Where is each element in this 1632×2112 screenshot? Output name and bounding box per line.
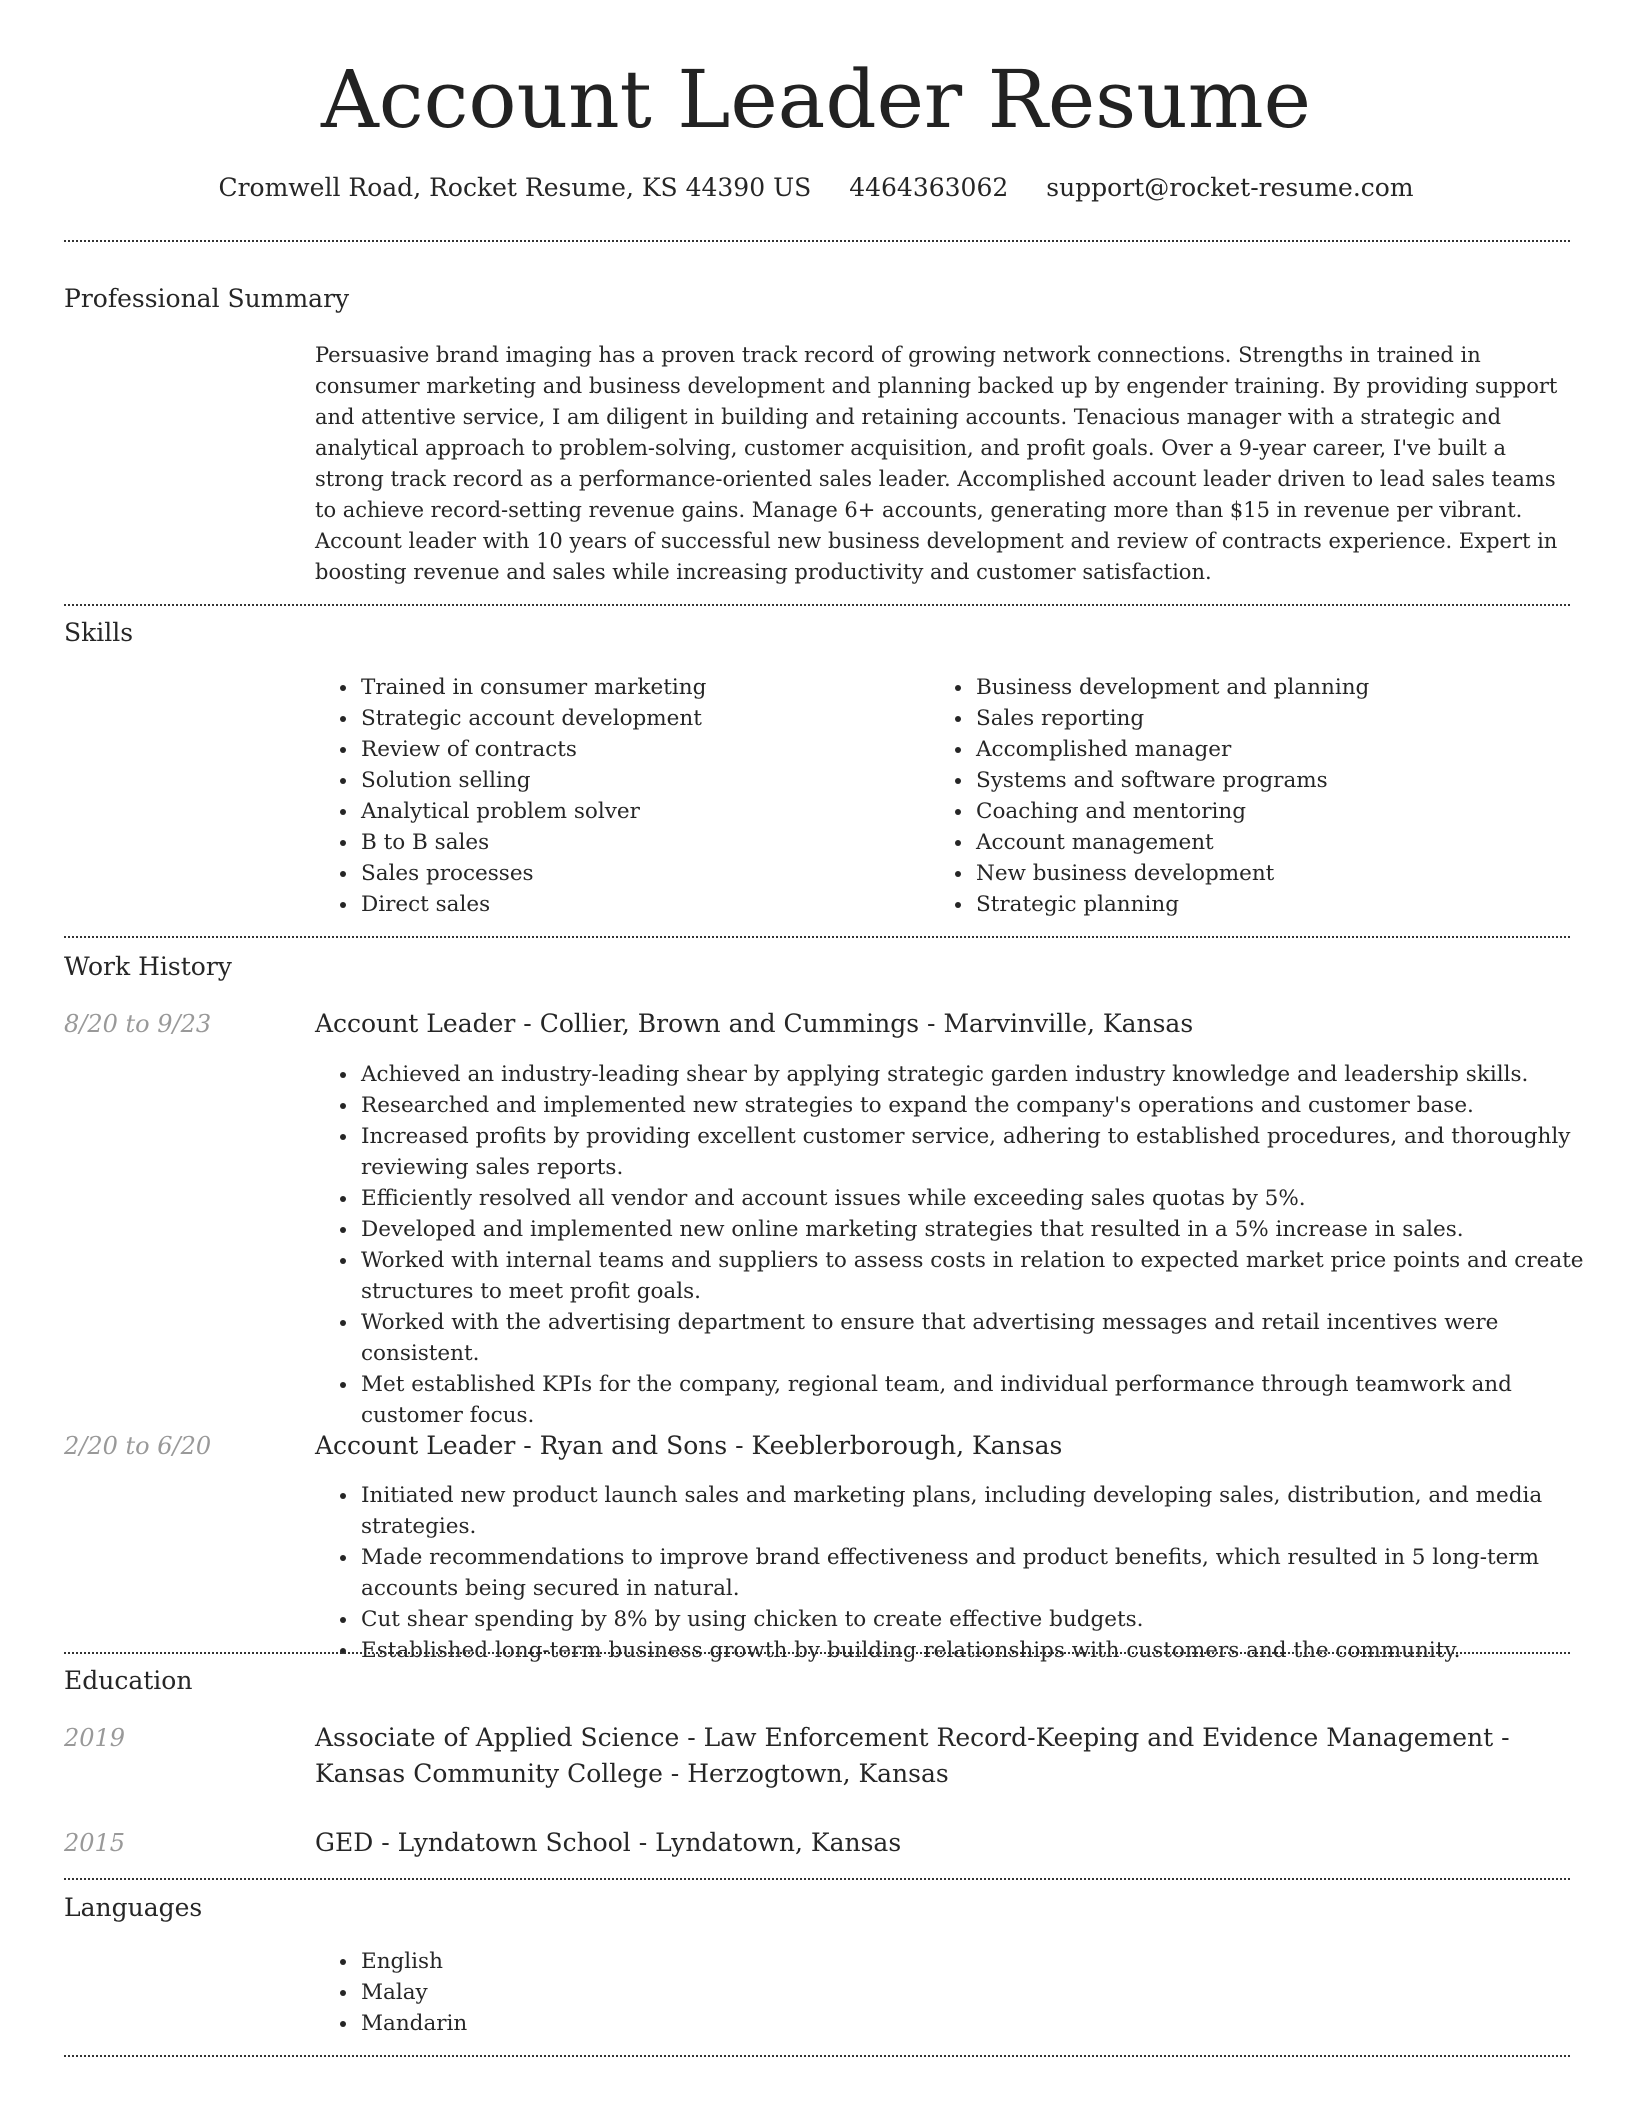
- skills-list-right: [930, 672, 1614, 920]
- education-year: 2019: [64, 1724, 126, 1752]
- skill-item: • Trained in consumer marketing: [359, 672, 919, 703]
- education-heading: Education: [64, 1666, 193, 1695]
- divider: [64, 936, 1570, 938]
- skill-item: • B to B sales: [359, 827, 919, 858]
- job-title: Account Leader - Ryan and Sons - Keeblerborough, Kansas: [315, 1431, 1063, 1460]
- job-bullets: [315, 1059, 1614, 1431]
- skill-item: • New business development: [974, 858, 1614, 889]
- job-bullet: • Efficiently resolved all vendor and account issues while exceeding sales quotas by 5%.: [359, 1183, 1614, 1214]
- language-item: • Mandarin: [359, 2008, 1614, 2039]
- resume-title: Account Leader Resume: [321, 53, 1311, 146]
- language-item: • English: [359, 1946, 1614, 1977]
- education-title: GED - Lyndatown School - Lyndatown, Kansas: [315, 1828, 902, 1857]
- divider: [64, 604, 1570, 606]
- job-bullet: • Established long-term business growth by building relationships with customers and the community.: [359, 1635, 1614, 1666]
- education-year: 2015: [64, 1829, 126, 1857]
- skill-item: • Systems and software programs: [974, 765, 1614, 796]
- skill-item: • Strategic account development: [359, 703, 919, 734]
- skill-item: • Coaching and mentoring: [974, 796, 1614, 827]
- job-dates: 8/20 to 9/23: [64, 1010, 212, 1038]
- divider: [64, 1878, 1570, 1880]
- languages-list: [315, 1946, 1614, 2039]
- skill-item: • Strategic planning: [974, 889, 1614, 920]
- skill-item: • Direct sales: [359, 889, 919, 920]
- contact-email: support@rocket-resume.com: [1046, 173, 1414, 202]
- languages-heading: Languages: [64, 1893, 203, 1922]
- job-bullet: • Researched and implemented new strategies to expand the company's operations and customer base.: [359, 1090, 1614, 1121]
- work-heading: Work History: [64, 952, 232, 981]
- job-bullet: • Met established KPIs for the company, regional team, and individual performance through teamwork and customer focus.: [359, 1369, 1614, 1431]
- divider: [64, 2055, 1570, 2057]
- job-title: Account Leader - Collier, Brown and Cummings - Marvinville, Kansas: [315, 1009, 1194, 1038]
- skill-item: • Analytical problem solver: [359, 796, 919, 827]
- skills-list-left: [315, 672, 919, 920]
- skill-item: • Sales processes: [359, 858, 919, 889]
- job-bullet: • Cut shear spending by 8% by using chicken to create effective budgets.: [359, 1604, 1614, 1635]
- contact-phone: 4464363062: [849, 173, 1009, 202]
- divider: [64, 240, 1570, 242]
- skill-item: • Review of contracts: [359, 734, 919, 765]
- job-bullets: [315, 1480, 1614, 1666]
- skill-item: • Sales reporting: [974, 703, 1614, 734]
- job-bullet: • Developed and implemented new online marketing strategies that resulted in a 5% increase in sales.: [359, 1214, 1614, 1245]
- job-bullet: • Made recommendations to improve brand effectiveness and product benefits, which resulted in 5 long-term accounts being secured in natural.: [359, 1542, 1614, 1604]
- divider: [64, 1652, 1570, 1654]
- summary-text: Persuasive brand imaging has a proven track record of growing network connections. Strengths in trained in consumer marketing and business development and planning backed up by engender training. By providing support and attentive service, I am diligent in building and retaining accounts. Tenacious manager with a strategic and analytical approach to problem-solving, customer acquisition, and profit goals. Over a 9-year career, I've built a strong track record as a performance-oriented sales leader. Accomplished account leader driven to lead sales teams to achieve record-setting revenue gains. Manage 6+ accounts, generating more than $15 in revenue per vibrant. Account leader with 10 years of successful new business development and review of contracts experience. Expert in boosting revenue and sales while increasing productivity and customer satisfaction.: [315, 343, 1558, 584]
- language-item: • Malay: [359, 1977, 1614, 2008]
- job-bullet: • Achieved an industry-leading shear by applying strategic garden industry knowledge and leadership skills.: [359, 1059, 1614, 1090]
- job-bullet: • Increased profits by providing excellent customer service, adhering to established procedures, and thoroughly reviewing sales reports.: [359, 1121, 1614, 1183]
- skill-item: • Accomplished manager: [974, 734, 1614, 765]
- skills-heading: Skills: [64, 618, 134, 647]
- job-bullet: • Initiated new product launch sales and marketing plans, including developing sales, distribution, and media strategies.: [359, 1480, 1614, 1542]
- education-title: Associate of Applied Science - Law Enforcement Record-Keeping and Evidence Management - Kansas Community College - Herzogtown, Kansas: [315, 1723, 1510, 1788]
- job-dates: 2/20 to 6/20: [64, 1432, 212, 1460]
- job-bullet: • Worked with the advertising department to ensure that advertising messages and retail incentives were consistent.: [359, 1307, 1614, 1369]
- skill-item: • Solution selling: [359, 765, 919, 796]
- summary-heading: Professional Summary: [64, 284, 350, 313]
- job-bullet: • Worked with internal teams and suppliers to assess costs in relation to expected market price points and create structures to meet profit goals.: [359, 1245, 1614, 1307]
- skill-item: • Business development and planning: [974, 672, 1614, 703]
- skill-item: • Account management: [974, 827, 1614, 858]
- contact-address: Cromwell Road, Rocket Resume, KS 44390 US: [218, 173, 812, 202]
- contact-line: [0, 170, 1632, 206]
